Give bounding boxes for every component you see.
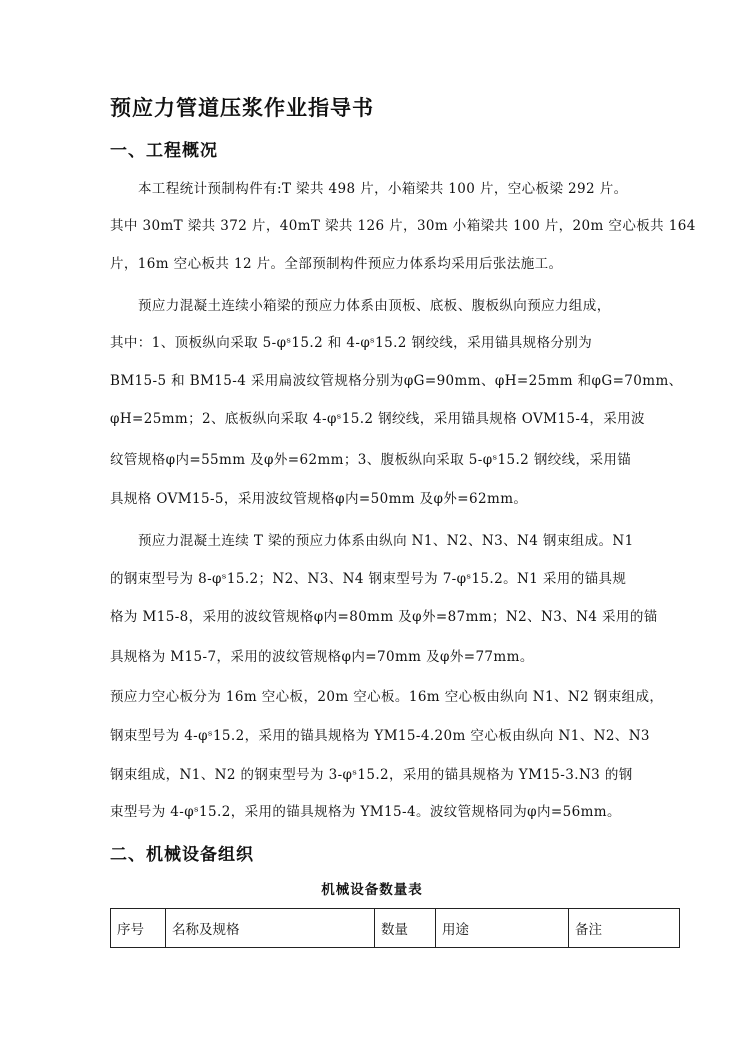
paragraph-line: 片，16m 空心板共 12 片。全部预制构件预应力体系均采用后张法施工。: [110, 256, 563, 272]
table-header-cell: 数量: [375, 909, 436, 948]
paragraph-line: 具规格 OVM15-5，采用波纹管规格φ内=50mm 及φ外=62mm。: [110, 491, 528, 507]
table-header-row: [111, 909, 680, 948]
equipment-table: [110, 908, 680, 948]
paragraph-line: 的钢束型号为 8-φˢ15.2；N2、N3、N4 钢束型号为 7-φˢ15.2。N1 采用的锚具规: [110, 571, 627, 587]
paragraph-line: 钢束组成，N1、N2 的钢束型号为 3-φˢ15.2，采用的锚具规格为 YM15-3.N3 的钢: [110, 767, 633, 783]
section-heading-equipment: 二、机械设备组织: [110, 845, 254, 865]
paragraph-line: BM15-5 和 BM15-4 采用扁波纹管规格分别为φG=90mm、φH=25mm 和φG=70mm、: [110, 373, 683, 389]
paragraph-line: 其中 30mT 梁共 372 片，40mT 梁共 126 片，30m 小箱梁共 100 片，20m 空心板共 164: [110, 218, 696, 234]
paragraph-line: 格为 M15-8，采用的波纹管规格φ内=80mm 及φ外=87mm；N2、N3、N4 采用的锚: [110, 609, 658, 625]
table-header-cell: 序号: [111, 909, 166, 948]
table-caption: 机械设备数量表: [321, 882, 423, 898]
paragraph-line: 预应力混凝土连续 T 梁的预应力体系由纵向 N1、N2、N3、N4 钢束组成。N1: [138, 533, 634, 549]
paragraph-line: 本工程统计预制构件有:T 梁共 498 片，小箱梁共 100 片，空心板梁 292 片。: [138, 181, 628, 197]
table-header-cell: 用途: [436, 909, 569, 948]
paragraph-line: 预应力混凝土连续小箱梁的预应力体系由顶板、底板、腹板纵向预应力组成，: [138, 298, 611, 314]
paragraph-line: 纹管规格φ内=55mm 及φ外=62mm；3、腹板纵向采取 5-φˢ15.2 钢绞线，采用锚: [110, 452, 632, 468]
section-heading-overview: 一、工程概况: [110, 141, 218, 161]
document-title: 预应力管道压浆作业指导书: [110, 95, 374, 120]
table-header-cell: 备注: [569, 909, 680, 948]
paragraph-line: 束型号为 4-φˢ15.2，采用的锚具规格为 YM15-4。波纹管规格同为φ内=56mm。: [110, 804, 621, 820]
paragraph-line: 其中：1、顶板纵向采取 5-φˢ15.2 和 4-φˢ15.2 钢绞线，采用锚具规格分别为: [110, 335, 593, 351]
table-header-cell: 名称及规格: [166, 909, 375, 948]
paragraph-line: 具规格为 M15-7，采用的波纹管规格φ内=70mm 及φ外=77mm。: [110, 649, 534, 665]
paragraph-line: φH=25mm；2、底板纵向采取 4-φˢ15.2 钢绞线，采用锚具规格 OVM15-4，采用波: [110, 411, 645, 427]
paragraph-line: 预应力空心板分为 16m 空心板，20m 空心板。16m 空心板由纵向 N1、N2 钢束组成，: [110, 689, 664, 705]
paragraph-line: 钢束型号为 4-φˢ15.2，采用的锚具规格为 YM15-4.20m 空心板由纵向 N1、N2、N3: [110, 728, 650, 744]
